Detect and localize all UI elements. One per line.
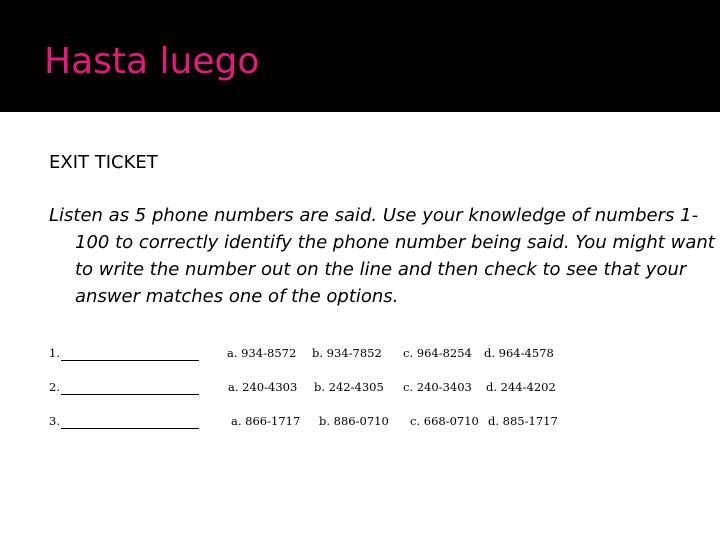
option-d: d. 964-4578 <box>484 346 554 360</box>
question-number: 2. <box>49 380 60 394</box>
question-row-3 <box>49 408 709 442</box>
option-d: d. 885-1717 <box>488 414 558 428</box>
title-band <box>0 0 720 112</box>
option-a: a. 866-1717 <box>231 414 301 428</box>
option-b: b. 934-7852 <box>312 346 382 360</box>
option-c: c. 964-8254 <box>403 346 472 360</box>
question-number: 3. <box>49 414 60 428</box>
question-list <box>49 340 709 442</box>
option-c: c. 668-0710 <box>410 414 479 428</box>
option-b: b. 886-0710 <box>319 414 389 428</box>
question-row-1 <box>49 340 709 374</box>
answer-line <box>61 394 199 395</box>
option-a: a. 934-8572 <box>227 346 297 360</box>
exit-ticket-heading: EXIT TICKET <box>49 152 158 173</box>
option-d: d. 244-4202 <box>486 380 556 394</box>
answer-line <box>61 360 199 361</box>
instructions-text: Listen as 5 phone numbers are said. Use your knowledge of numbers 1-100 to correctly identify the phone number being said. You might want to write the number out on the line and then check to see that your answer matches one of the options. <box>49 205 715 307</box>
answer-line <box>61 428 199 429</box>
question-number: 1. <box>49 346 60 360</box>
option-c: c. 240-3403 <box>403 380 472 394</box>
option-a: a. 240-4303 <box>228 380 298 394</box>
question-row-2 <box>49 374 709 408</box>
option-b: b. 242-4305 <box>314 380 384 394</box>
slide-title: Hasta luego <box>44 41 260 82</box>
